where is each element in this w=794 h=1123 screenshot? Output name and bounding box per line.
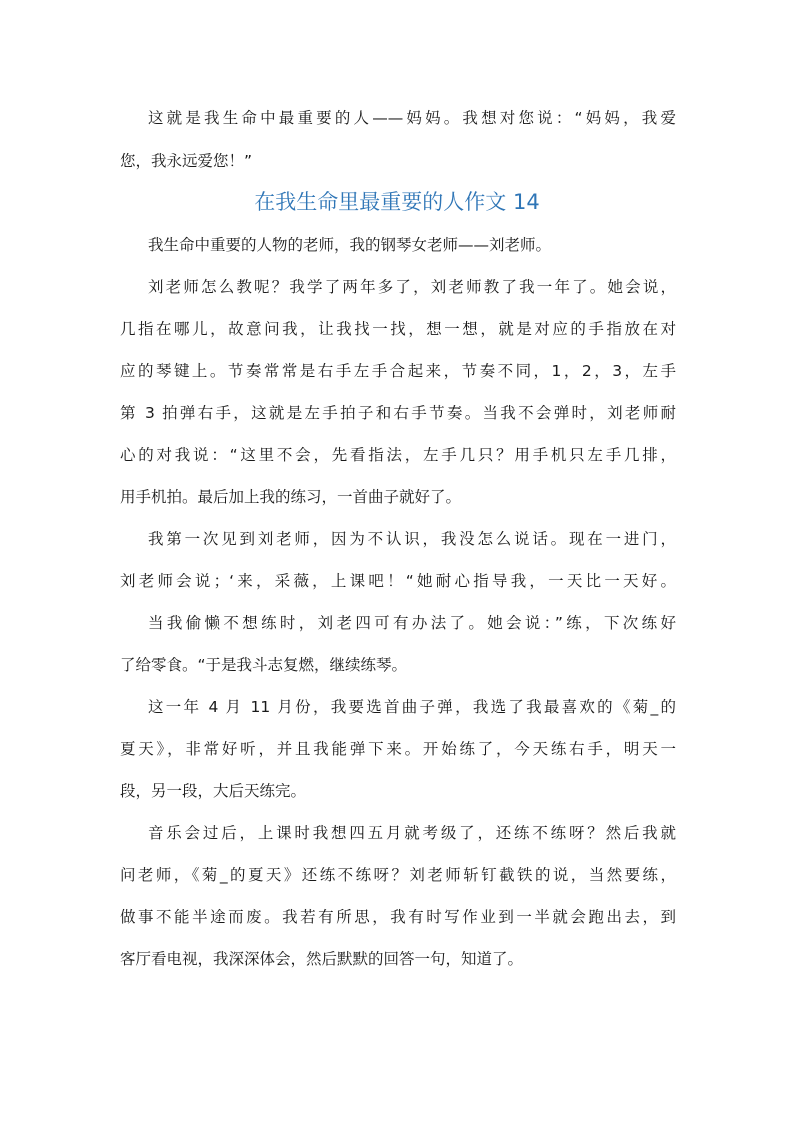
text-line: 心的对我说：“这里不会，先看指法，左手几只？用手机只左手几排， [120,446,676,464]
text-line: 了给零食。“于是我斗志复燃，继续练琴。 [120,656,408,674]
text-line: 问老师，《菊_的夏天》还练不练呀？刘老师斩钉截铁的说，当然要练， [120,866,676,884]
text-line: 几指在哪儿，故意问我，让我找一找，想一想，就是对应的手指放在对 [120,320,676,338]
text-line: 用手机拍。最后加上我的练习，一首曲子就好了。 [120,488,462,506]
text-line: 这一年 4 月 11 月份，我要选首曲子弹，我选了我最喜欢的《菊_的 [148,698,676,716]
text-line: 客厅看电视，我深深体会，然后默默的回答一句，知道了。 [120,950,524,968]
text-line: 应的琴键上。节奏常常是右手左手合起来，节奏不同，1，2，3，左手 [120,362,676,380]
essay-title: 在我生命里最重要的人作文 14 [254,190,540,214]
text-line: 当我偷懒不想练时，刘老四可有办法了。她会说：”练，下次练好 [148,614,676,632]
text-line: 这就是我生命中最重要的人——妈妈。我想对您说：“妈妈，我爱 [148,109,676,127]
text-line: 您，我永远爱您！” [120,152,253,170]
text-line: 我第一次见到刘老师，因为不认识，我没怎么说话。现在一进门， [148,530,676,548]
text-line: 刘老师会说；‘来，采薇，上课吧！“她耐心指导我，一天比一天好。 [120,572,676,590]
text-line: 做事不能半途而废。我若有所思，我有时写作业到一半就会跑出去，到 [120,908,676,926]
text-line: 我生命中重要的人物的老师，我的钢琴女老师——刘老师。 [148,236,552,254]
text-line: 段，另一段，大后天练完。 [120,782,307,800]
text-line: 第 3 拍弹右手，这就是左手拍子和右手节奏。当我不会弹时，刘老师耐 [120,404,676,422]
text-line: 刘老师怎么教呢？我学了两年多了，刘老师教了我一年了。她会说， [148,278,676,296]
text-line: 音乐会过后，上课时我想四五月就考级了，还练不练呀？然后我就 [148,824,676,842]
text-line: 夏天》，非常好听，并且我能弹下来。开始练了，今天练右手，明天一 [120,740,676,758]
